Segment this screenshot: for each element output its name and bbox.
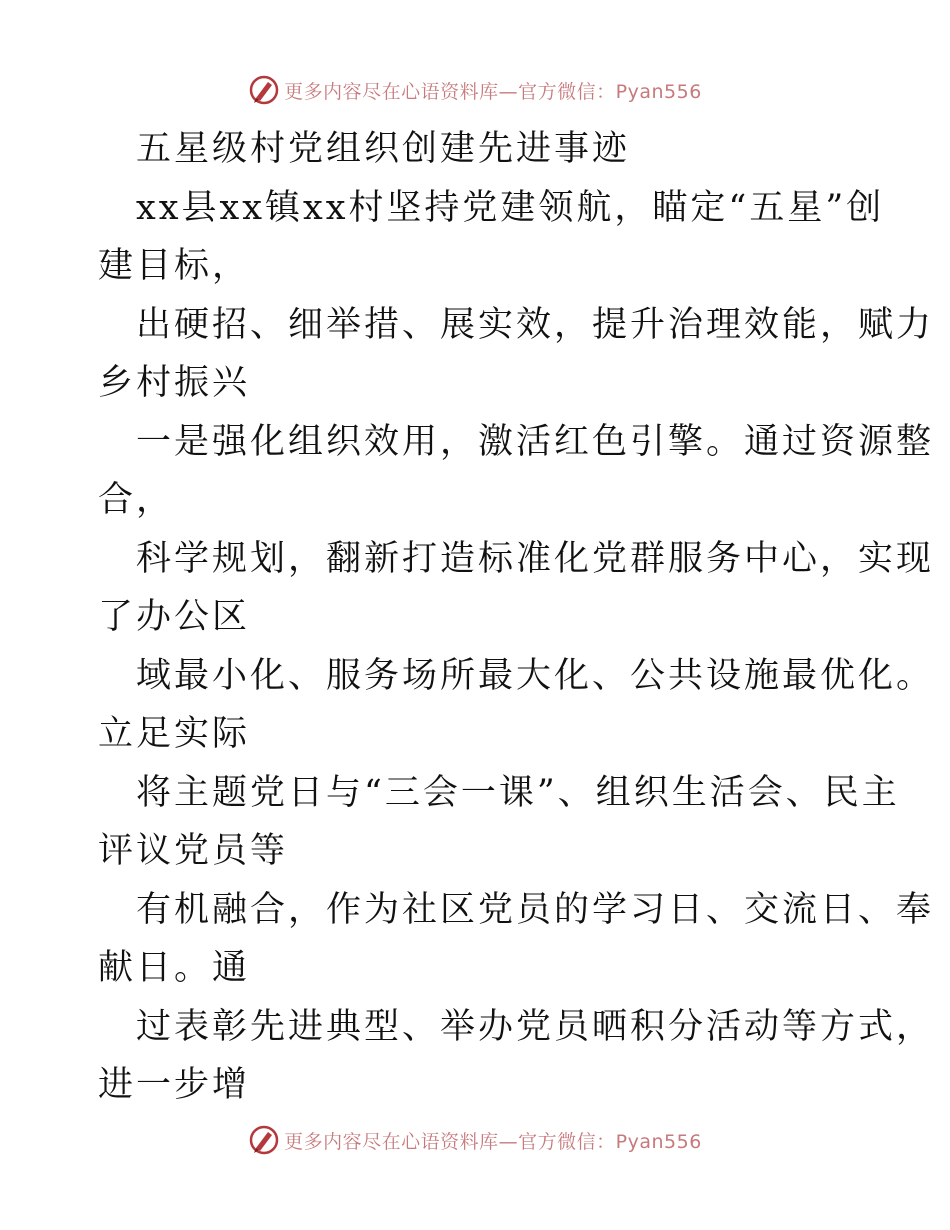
paragraph-line: 建目标， bbox=[98, 246, 251, 286]
paragraph bbox=[98, 881, 935, 998]
paragraph-line: 将主题党日与“三会一课”、组织生活会、民主 bbox=[136, 772, 900, 813]
paragraph-line: 了办公区 bbox=[98, 597, 251, 637]
paragraph-line: 一是强化组织效用，激活红色引擎。通过资源整 bbox=[136, 421, 935, 462]
paragraph-line: 有机融合，作为社区党员的学习日、交流日、奉 bbox=[136, 889, 935, 930]
paragraph bbox=[98, 413, 935, 530]
paragraph-line: 乡村振兴 bbox=[98, 363, 251, 403]
red-pen-logo-icon bbox=[248, 74, 280, 106]
paragraph-line: 立足实际 bbox=[98, 714, 251, 754]
red-pen-logo-icon bbox=[248, 1124, 280, 1156]
footer-banner bbox=[0, 1120, 950, 1160]
header-banner bbox=[0, 70, 950, 110]
header-banner-text: 更多内容尽在心语资料库—官方微信：Pyan556 bbox=[284, 80, 702, 103]
paragraph bbox=[98, 647, 935, 764]
paragraph-line: 域最小化、服务场所最大化、公共设施最优化。 bbox=[136, 655, 935, 696]
footer-banner-text: 更多内容尽在心语资料库—官方微信：Pyan556 bbox=[284, 1130, 702, 1153]
paragraph bbox=[98, 179, 885, 296]
paragraph-line: 过表彰先进典型、举办党员晒积分活动等方式， bbox=[136, 1006, 935, 1047]
paragraph-line: 评议党员等 bbox=[98, 831, 289, 871]
document-body bbox=[98, 120, 935, 1115]
paragraph-line: 合， bbox=[98, 480, 175, 520]
paragraph-line: xx县xx镇xx村坚持党建领航，瞄定“五星”创 bbox=[136, 187, 885, 228]
paragraph bbox=[98, 764, 900, 881]
paragraph-line: 献日。通 bbox=[98, 948, 251, 988]
paragraph-line: 五星级村党组织创建先进事迹 bbox=[136, 129, 631, 169]
paragraph bbox=[98, 998, 935, 1115]
paragraph-line: 科学规划，翻新打造标准化党群服务中心，实现 bbox=[136, 538, 935, 579]
paragraph bbox=[98, 530, 935, 647]
paragraph-line: 出硬招、细举措、展实效，提升治理效能，赋力 bbox=[136, 304, 935, 345]
paragraph-line: 进一步增 bbox=[98, 1065, 251, 1105]
paragraph bbox=[98, 296, 935, 413]
paragraph-title bbox=[98, 120, 858, 179]
